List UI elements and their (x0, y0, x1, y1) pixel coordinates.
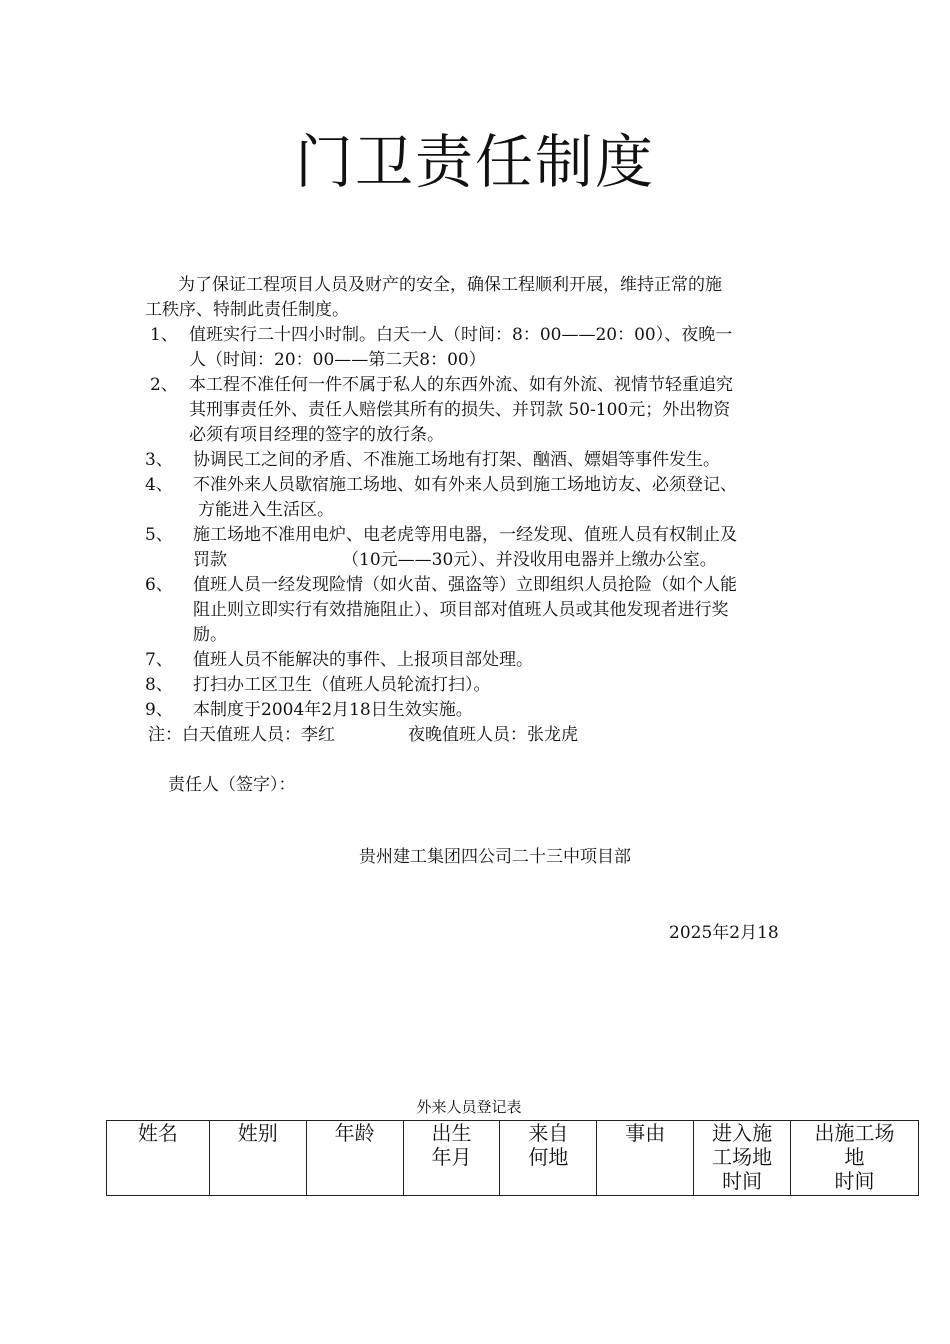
item-2-line-3: 必须有项目经理的签字的放行条。 (189, 425, 444, 445)
item-8-number: 8、 (145, 675, 173, 695)
header-name: 姓名 (107, 1121, 210, 1196)
item-4-number: 4、 (145, 475, 173, 495)
visitor-register-table (106, 1120, 919, 1196)
item-5-line-2: 罚款 (193, 550, 227, 570)
table-header-row (107, 1121, 919, 1196)
item-6-line-3: 励。 (193, 625, 227, 645)
document-date: 2025年2月18 (669, 923, 779, 943)
item-2-number: 2、 (150, 375, 178, 395)
item-1-line-2: 人（时间：20：00——第二天8：00） (189, 350, 486, 370)
note-night-staff: 夜晚值班人员：张龙虎 (408, 725, 578, 745)
item-3-number: 3、 (145, 450, 173, 470)
table-caption: 外来人员登记表 (416, 1098, 522, 1116)
intro-line-1: 为了保证工程项目人员及财产的安全，确保工程顺利开展，维持正常的施 (178, 275, 722, 295)
item-6-number: 6、 (145, 575, 173, 595)
signature-label: 责任人（签字）： (168, 775, 296, 795)
item-5-line-3: （10元——30元）、并没收用电器并上缴办公室。 (342, 550, 717, 570)
item-2-line-2: 其刑事责任外、责任人赔偿其所有的损失、并罚款 50-100元；外出物资 (189, 400, 731, 420)
item-8-line-1: 打扫办工区卫生（值班人员轮流打扫）。 (193, 675, 491, 695)
header-exit-time: 出施工场 地 时间 (791, 1121, 919, 1196)
item-4-line-2: 方能进入生活区。 (198, 500, 334, 520)
item-9-line-1: 本制度于2004年2月18日生效实施。 (193, 700, 473, 720)
item-1-number: 1、 (150, 325, 178, 345)
header-birth-date: 出生 年月 (403, 1121, 500, 1196)
intro-line-2: 工秩序、特制此责任制度。 (145, 300, 349, 320)
header-reason: 事由 (597, 1121, 694, 1196)
item-6-line-1: 值班人员一经发现险情（如火苗、强盗等）立即组织人员抢险（如个人能 (193, 575, 737, 595)
item-9-number: 9、 (145, 700, 173, 720)
item-4-line-1: 不准外来人员歇宿施工场地、如有外来人员到施工场地访友、必须登记、 (193, 475, 737, 495)
header-age: 年龄 (306, 1121, 403, 1196)
item-5-line-1: 施工场地不准用电炉、电老虎等用电器，一经发现、值班人员有权制止及 (193, 525, 737, 545)
page-title: 门卫责任制度 (294, 128, 655, 196)
header-gender: 姓别 (209, 1121, 306, 1196)
company-name: 贵州建工集团四公司二十三中项目部 (359, 847, 631, 867)
item-5-number: 5、 (145, 525, 173, 545)
item-1-line-1: 值班实行二十四小时制。白天一人（时间：8：00——20：00）、夜晚一 (189, 325, 733, 345)
item-7-number: 7、 (145, 650, 173, 670)
header-entry-time: 进入施 工场地 时间 (694, 1121, 791, 1196)
note-day-staff: 注：白天值班人员：李红 (148, 725, 335, 745)
item-2-line-1: 本工程不准任何一件不属于私人的东西外流、如有外流、视情节轻重追究 (189, 375, 733, 395)
item-3-line-1: 协调民工之间的矛盾、不准施工场地有打架、酗酒、嫖娼等事件发生。 (193, 450, 720, 470)
item-6-line-2: 阻止则立即实行有效措施阻止）、项目部对值班人员或其他发现者进行奖 (193, 600, 729, 620)
header-origin: 来自 何地 (500, 1121, 597, 1196)
item-7-line-1: 值班人员不能解决的事件、上报项目部处理。 (193, 650, 533, 670)
